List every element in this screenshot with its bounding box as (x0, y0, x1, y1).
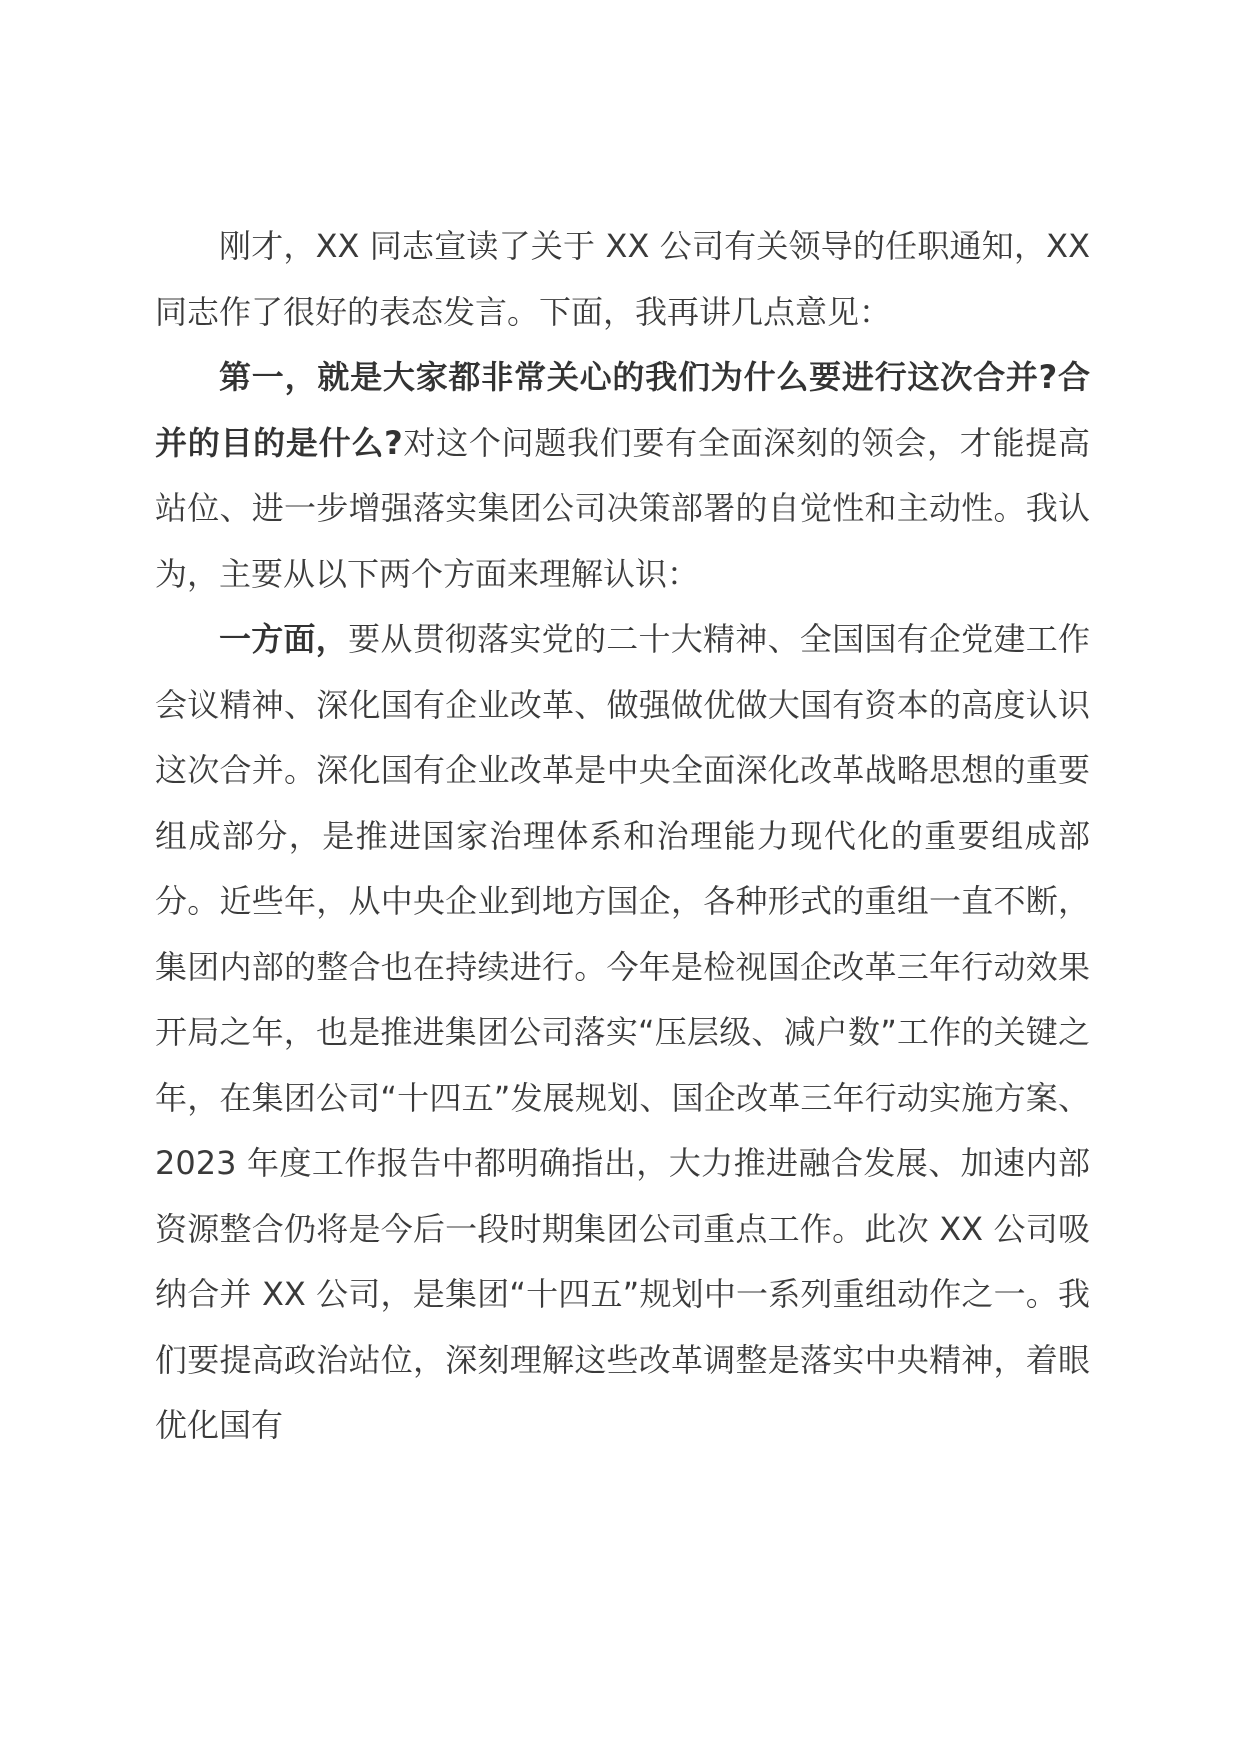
first-aspect-heading: 一方面， (219, 620, 349, 658)
point-one-heading: 第一，就是大家都非常关心的我们为什么要进行这次合并?合并的目的是什么? (155, 358, 1090, 462)
paragraph-opening (155, 214, 1090, 345)
paragraph-text: 要从贯彻落实党的二十大精神、全国国有企党建工作会议精神、深化国有企业改革、做强做优做大国有资本的高度认识这次合并。深化国有企业改革是中央全面深化改革战略思想的重要组成部分，是推进国家治理体系和治理能力现代化的重要组成部分。近些年，从中央企业到地方国企，各种形式的重组一直不断，集团内部的整合也在持续进行。今年是检视国企改革三年行动效果开局之年，也是推进集团公司落实“压层级、减户数”工作的关键之年，在集团公司“十四五”发展规划、国企改革三年行动实施方案、2023 年度工作报告中都明确指出，大力推进融合发展、加速内部资源整合仍将是今后一段时期集团公司重点工作。此次 XX 公司吸纳合并 XX 公司，是集团“十四五”规划中一系列重组动作之一。我们要提高政治站位，深刻理解这些改革调整是落实中央精神，着眼优化国有 (155, 620, 1090, 1444)
paragraph-first-aspect (155, 607, 1090, 1459)
paragraph-text: 刚才，XX 同志宣读了关于 XX 公司有关领导的任职通知，XX 同志作了很好的表态发言。下面，我再讲几点意见： (155, 227, 1090, 331)
paragraph-point-one (155, 345, 1090, 607)
paragraph-text: 对这个问题我们要有全面深刻的领会，才能提高站位、进一步增强落实集团公司决策部署的自觉性和主动性。我认为，主要从以下两个方面来理解认识： (155, 423, 1090, 593)
speech-body (155, 214, 1090, 1459)
